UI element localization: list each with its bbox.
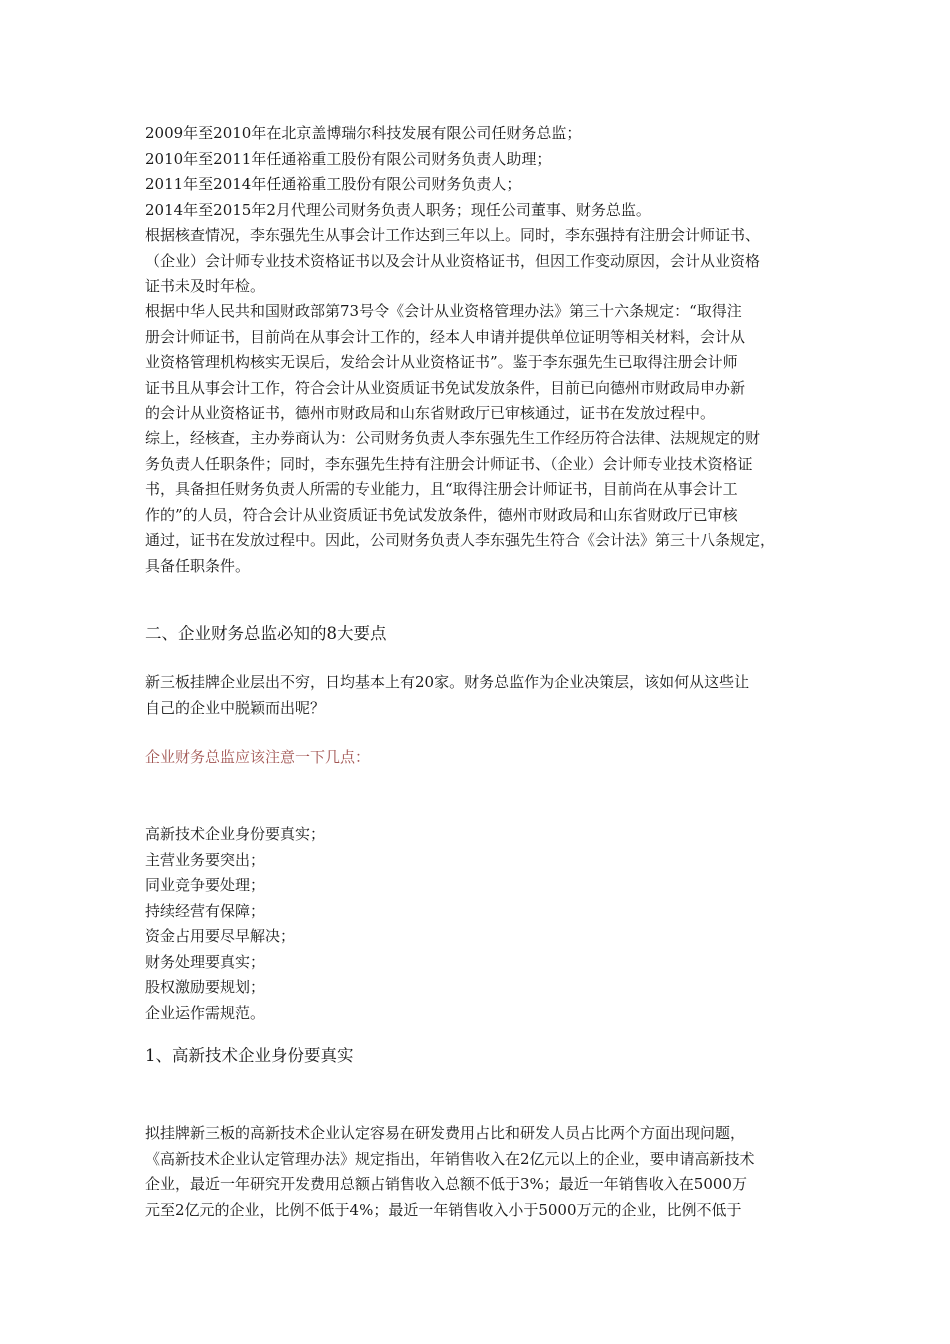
career-line: 2010年至2011年任通裕重工股份有限公司财务负责人助理； <box>145 149 552 168</box>
list-item: 主营业务要突出； <box>145 850 266 869</box>
accent-note: 企业财务总监应该注意一下几点： <box>145 748 371 766</box>
list-item: 股权激励要规划； <box>145 978 266 996</box>
list-item: 持续经营有保障； <box>145 901 266 920</box>
list-item: 高新技术企业身份要真实； <box>145 825 326 843</box>
paragraph-line: 册会计师证书，目前尚在从事会计工作的，经本人申请并提供单位证明等相关材料，会计从 <box>145 327 746 346</box>
section-heading: 二、企业财务总监必知的8大要点 <box>145 624 387 643</box>
paragraph-line: 新三板挂牌企业层出不穷，日均基本上有20家。财务总监作为企业决策层，该如何从这些让 <box>145 673 750 691</box>
career-line: 2014年至2015年2月代理公司财务负责人职务；现任公司董事、财务总监。 <box>145 200 651 219</box>
regulation-paragraph <box>145 299 745 427</box>
list-item: 资金占用要尽早解决； <box>145 927 296 945</box>
paragraph-line: 务负责人任职条件；同时，李东强先生持有注册会计师证书、（企业）会计师专业技术资格证 <box>145 454 753 473</box>
paragraph-line: 自己的企业中脱颖而出呢？ <box>145 698 326 717</box>
subsection-body <box>145 1121 755 1223</box>
paragraph-line: 企业，最近一年研究开发费用总额占销售收入总额不低于3%；最近一年销售收入在5000万 <box>145 1175 747 1193</box>
subsection-heading: 1、高新技术企业身份要真实 <box>145 1046 354 1065</box>
paragraph-line: 根据核查情况，李东强先生从事会计工作达到三年以上。同时，李东强持有注册会计师证书、 <box>145 226 761 244</box>
paragraph-line: 拟挂牌新三板的高新技术企业认定容易在研发费用占比和研发人员占比两个方面出现问题， <box>145 1124 746 1142</box>
section-intro <box>145 670 749 721</box>
list-item: 企业运作需规范。 <box>145 1003 266 1022</box>
key-points-list <box>145 822 325 1026</box>
paragraph-line: 元至2亿元的企业，比例不低于4%；最近一年销售收入小于5000万元的企业，比例不低于 <box>145 1200 742 1219</box>
paragraph-line: 根据中华人民共和国财政部第73号令《会计从业资格管理办法》第三十六条规定：“取得注 <box>145 302 742 320</box>
career-history <box>145 121 651 223</box>
paragraph-line: （企业）会计师专业技术资格证书以及会计从业资格证书，但因工作变动原因，会计从业资格 <box>145 251 761 270</box>
paragraph-line: 《高新技术企业认定管理办法》规定指出，年销售收入在2亿元以上的企业，要申请高新技术 <box>145 1149 755 1168</box>
paragraph-line: 证书且从事会计工作，符合会计从业资质证书免试发放条件，目前已向德州市财政局申办新 <box>145 378 746 397</box>
list-item: 财务处理要真实； <box>145 952 266 971</box>
paragraph-line: 证书未及时年检。 <box>145 277 266 295</box>
paragraph-line: 综上，经核查，主办券商认为：公司财务负责人李东强先生工作经历符合法律、法规规定的财 <box>145 429 761 447</box>
paragraph-line: 具备任职条件。 <box>145 556 251 575</box>
paragraph-line: 的会计从业资格证书，德州市财政局和山东省财政厅已审核通过，证书在发放过程中。 <box>145 404 716 422</box>
paragraph-line: 作的”的人员，符合会计从业资质证书免试发放条件，德州市财政局和山东省财政厅已审核 <box>145 505 738 524</box>
paragraph-line: 通过，证书在发放过程中。因此，公司财务负责人李东强先生符合《会计法》第三十八条规定， <box>145 531 776 549</box>
career-line: 2009年至2010年在北京盖博瑞尔科技发展有限公司任财务总监； <box>145 124 582 142</box>
paragraph-line: 书，具备担任财务负责人所需的专业能力，且“取得注册会计师证书，目前尚在从事会计工 <box>145 480 738 498</box>
conclusion-paragraph <box>145 426 775 579</box>
career-line: 2011年至2014年任通裕重工股份有限公司财务负责人； <box>145 175 522 193</box>
paragraph-line: 业资格管理机构核实无误后，发给会计从业资格证书”。鉴于李东强先生已取得注册会计师 <box>145 353 738 371</box>
verification-paragraph <box>145 223 760 300</box>
list-item: 同业竞争要处理； <box>145 876 266 894</box>
